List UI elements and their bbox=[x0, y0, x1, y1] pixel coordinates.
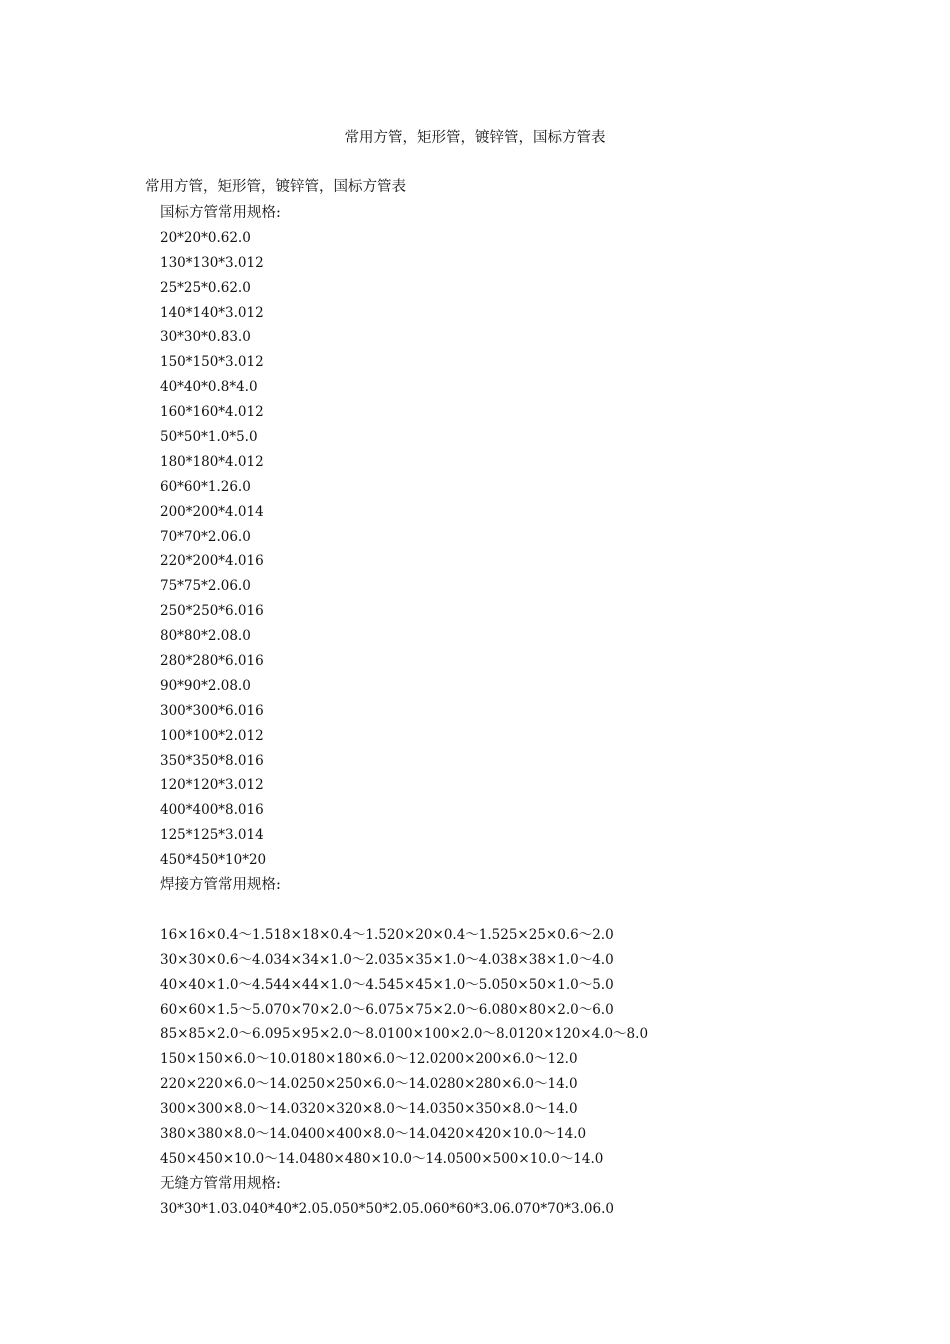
gb-item: 130*130*3.012 bbox=[160, 254, 264, 271]
weld-item: 380×380×8.0～14.0400×400×8.0～14.0420×420×10.0～14.0 bbox=[160, 1125, 587, 1142]
seamless-item: 30*30*1.03.040*40*2.05.050*50*2.05.060*60*3.06.070*70*3.06.0 bbox=[160, 1200, 614, 1217]
weld-item: 85×85×2.0～6.095×95×2.0～8.0100×100×2.0～8.0120×120×4.0～8.0 bbox=[160, 1026, 649, 1043]
gb-item: 180*180*4.012 bbox=[160, 453, 264, 470]
gb-item: 75*75*2.06.0 bbox=[160, 578, 251, 595]
gb-item: 125*125*3.014 bbox=[160, 827, 264, 844]
document-title: 常用方管，矩形管，镀锌管，国标方管表 bbox=[344, 130, 606, 146]
weld-item: 40×40×1.0～4.544×44×1.0～4.545×45×1.0～5.050×50×1.0～5.0 bbox=[160, 976, 614, 993]
gb-item: 140*140*3.012 bbox=[160, 304, 264, 321]
gb-item: 250*250*6.016 bbox=[160, 603, 264, 620]
weld-item: 300×300×8.0～14.0320×320×8.0～14.0350×350×8.0～14.0 bbox=[160, 1101, 578, 1118]
gb-item: 450*450*10*20 bbox=[160, 852, 267, 869]
gb-item: 25*25*0.62.0 bbox=[160, 279, 251, 296]
weld-item: 150×150×6.0～10.0180×180×6.0～12.0200×200×6.0～12.0 bbox=[160, 1051, 578, 1068]
weld-item: 16×16×0.4～1.518×18×0.4～1.520×20×0.4～1.525×25×0.6～2.0 bbox=[160, 926, 614, 943]
gb-item: 280*280*6.016 bbox=[160, 653, 264, 670]
gb-item: 350*350*8.016 bbox=[160, 752, 264, 769]
gb-item: 60*60*1.26.0 bbox=[160, 478, 251, 495]
gb-item: 80*80*2.08.0 bbox=[160, 628, 251, 645]
gb-item: 200*200*4.014 bbox=[160, 503, 264, 520]
gb-item: 20*20*0.62.0 bbox=[160, 229, 251, 246]
gb-heading: 国标方管常用规格: bbox=[160, 205, 281, 221]
gb-item: 300*300*6.016 bbox=[160, 702, 264, 719]
blank-line bbox=[160, 898, 648, 923]
gb-item: 160*160*4.012 bbox=[160, 404, 264, 421]
gb-item: 100*100*2.012 bbox=[160, 727, 264, 744]
document-subtitle: 常用方管，矩形管，镀锌管，国标方管表 bbox=[145, 179, 406, 195]
gb-item: 90*90*2.08.0 bbox=[160, 677, 251, 694]
gb-item: 40*40*0.8*4.0 bbox=[160, 379, 258, 396]
weld-item: 220×220×6.0～14.0250×250×6.0～14.0280×280×6.0～14.0 bbox=[160, 1076, 578, 1093]
weld-item: 60×60×1.5～5.070×70×2.0～6.075×75×2.0～6.080×80×2.0～6.0 bbox=[160, 1001, 614, 1018]
weld-heading: 焊接方管常用规格: bbox=[160, 877, 281, 894]
gb-item: 120*120*3.012 bbox=[160, 777, 264, 794]
gb-item: 150*150*3.012 bbox=[160, 354, 264, 371]
gb-item: 50*50*1.0*5.0 bbox=[160, 429, 258, 446]
gb-item: 30*30*0.83.0 bbox=[160, 329, 251, 346]
seamless-heading: 无缝方管常用规格: bbox=[160, 1175, 281, 1192]
weld-item: 30×30×0.6～4.034×34×1.0～2.035×35×1.0～4.038×38×1.0～4.0 bbox=[160, 951, 614, 968]
gb-item: 400*400*8.016 bbox=[160, 802, 264, 819]
weld-item: 450×450×10.0～14.0480×480×10.0～14.0500×500×10.0～14.0 bbox=[160, 1150, 604, 1167]
gb-item: 220*200*4.016 bbox=[160, 553, 264, 570]
gb-section bbox=[160, 201, 648, 1222]
gb-item: 70*70*2.06.0 bbox=[160, 528, 251, 545]
